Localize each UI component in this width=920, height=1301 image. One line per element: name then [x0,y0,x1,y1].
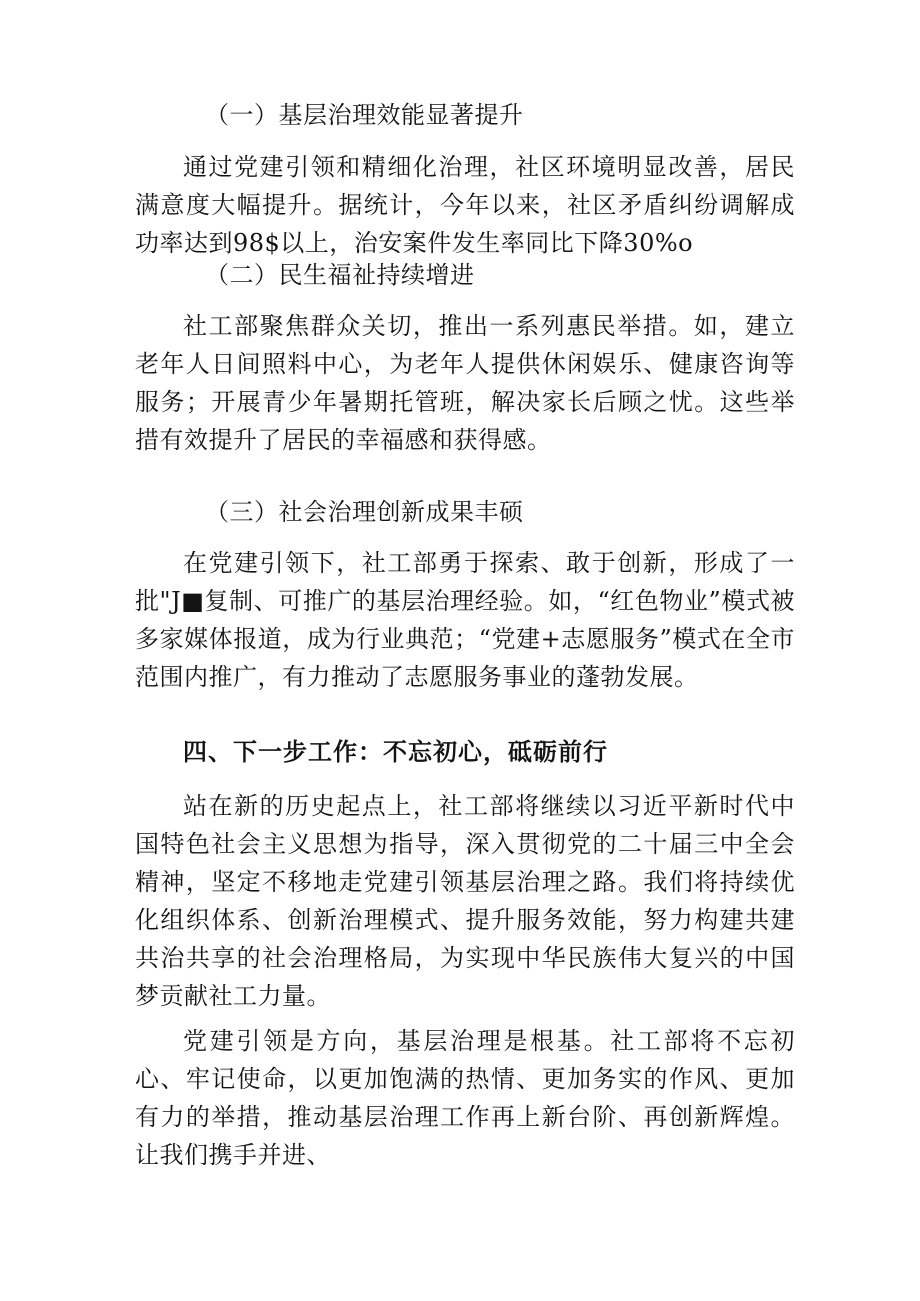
subheading-innovation: （三）社会治理创新成果丰硕 [205,498,524,526]
paragraph-innovation: 在党建引领下，社工部勇于探索、敢于创新，形成了一批"J■复制、可推广的基层治理经验。如，“红色物业”模式被多家媒体报道，成为行业典范；“党建+志愿服务”模式在全市范围内推广，有力推动了志愿服务事业的蓬勃发展。 [135,549,795,691]
subheading-livelihood: （二）民生福祉持续增进 [205,261,475,289]
section-heading-next-steps: 四、下一步工作：不忘初心，砥砺前行 [183,738,608,766]
paragraph-closing: 党建引领是方向，基层治理是根基。社工部将不忘初心、牢记使命，以更加饱满的热情、更加务实的作风、更加有力的举措，推动基层治理工作再上新台阶、再创新辉煌。让我们携手并进、 [135,1027,795,1169]
paragraph-livelihood: 社工部聚焦群众关切，推出一系列惠民举措。如，建立老年人日间照料中心，为老年人提供休闲娱乐、健康咨询等服务；开展青少年暑期托管班，解决家长后顾之忧。这些举措有效提升了居民的幸福感和获得感。 [135,312,795,454]
subheading-governance-efficiency: （一）基层治理效能显著提升 [205,101,524,129]
paragraph-next-steps: 站在新的历史起点上，社工部将继续以习近平新时代中国特色社会主义思想为指导，深入贯彻党的二十届三中全会精神，坚定不移地走党建引领基层治理之路。我们将持续优化组织体系、创新治理模式、提升服务效能，努力构建共建共治共享的社会治理格局，为实现中华民族伟大复兴的中国梦贡献社工力量。 [135,792,795,1010]
paragraph-governance-results: 通过党建引领和精细化治理，社区环境明显改善，居民满意度大幅提升。据统计，今年以来，社区矛盾纠纷调解成功率达到98$以上，治安案件发生率同比下降30%o [135,153,795,257]
